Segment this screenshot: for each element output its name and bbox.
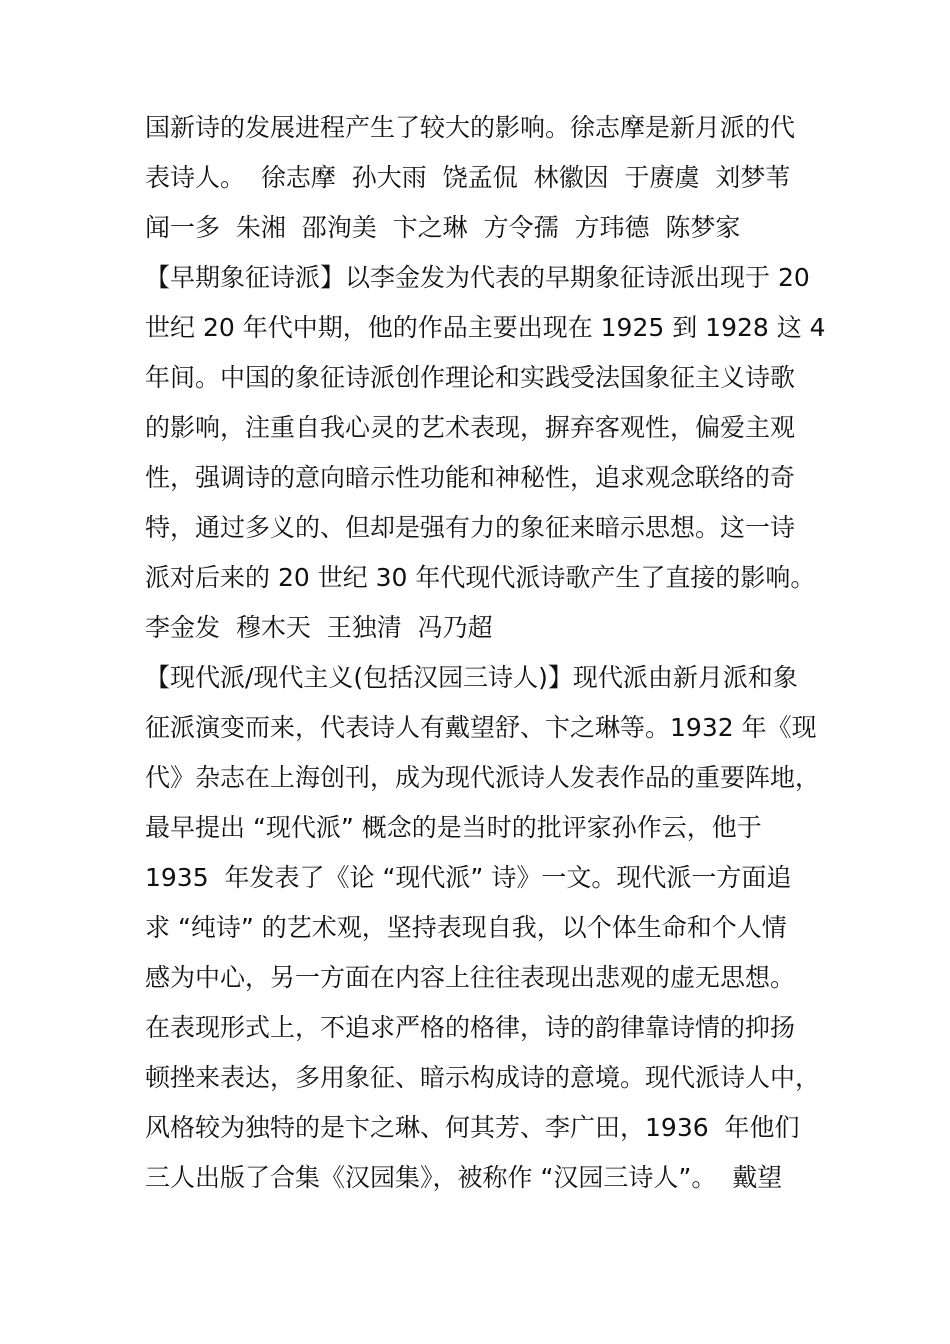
text-line: 年间。中国的象征诗派创作理论和实践受法国象征主义诗歌 bbox=[145, 363, 796, 392]
text-line: 表诗人。 徐志摩 孙大雨 饶孟侃 林徽因 于赓虞 刘梦苇 bbox=[145, 163, 791, 192]
text-line: 顿挫来表达，多用象征、暗示构成诗的意境。现代派诗人中， bbox=[145, 1063, 821, 1092]
text-line: 的影响，注重自我心灵的艺术表现，摒弃客观性，偏爱主观 bbox=[145, 413, 796, 442]
text-line: 特，通过多义的、但却是强有力的象征来暗示思想。这一诗 bbox=[145, 513, 796, 542]
text-line: 【现代派/现代主义(包括汉园三诗人)】现代派由新月派和象 bbox=[145, 663, 798, 692]
text-line: 1935 年发表了《论 “现代派” 诗》一文。现代派一方面追 bbox=[145, 863, 792, 892]
text-line: 国新诗的发展进程产生了较大的影响。徐志摩是新月派的代 bbox=[145, 113, 796, 142]
text-line: 世纪 20 年代中期，他的作品主要出现在 1925 到 1928 这 4 bbox=[145, 313, 826, 342]
text-line: 闻一多 朱湘 邵洵美 卞之琳 方令孺 方玮德 陈梦家 bbox=[145, 213, 741, 242]
text-line: 最早提出 “现代派” 概念的是当时的批评家孙作云，他于 bbox=[145, 813, 762, 842]
text-line: 征派演变而来，代表诗人有戴望舒、卞之琳等。1932 年《现 bbox=[145, 713, 817, 742]
text-line: 感为中心，另一方面在内容上往往表现出悲观的虚无思想。 bbox=[145, 963, 796, 992]
text-line: 派对后来的 20 世纪 30 年代现代派诗歌产生了直接的影响。 bbox=[145, 563, 816, 592]
text-line: 三人出版了合集《汉园集》，被称作 “汉园三诗人”。 戴望 bbox=[145, 1163, 783, 1192]
text-line: 代》杂志在上海创刊，成为现代派诗人发表作品的重要阵地， bbox=[145, 763, 821, 792]
text-line: 求 “纯诗” 的艺术观，坚持表现自我，以个体生命和个人情 bbox=[145, 913, 787, 942]
text-line: 风格较为独特的是卞之琳、何其芳、李广田，1936 年他们 bbox=[145, 1113, 800, 1142]
text-line: 李金发 穆木天 王独清 冯乃超 bbox=[145, 613, 493, 642]
body-text bbox=[145, 103, 825, 1203]
text-line: 【早期象征诗派】以李金发为代表的早期象征诗派出现于 20 bbox=[145, 263, 810, 292]
text-line: 性，强调诗的意向暗示性功能和神秘性，追求观念联络的奇 bbox=[145, 463, 796, 492]
text-line: 在表现形式上，不追求严格的格律，诗的韵律靠诗情的抑扬 bbox=[145, 1013, 796, 1042]
